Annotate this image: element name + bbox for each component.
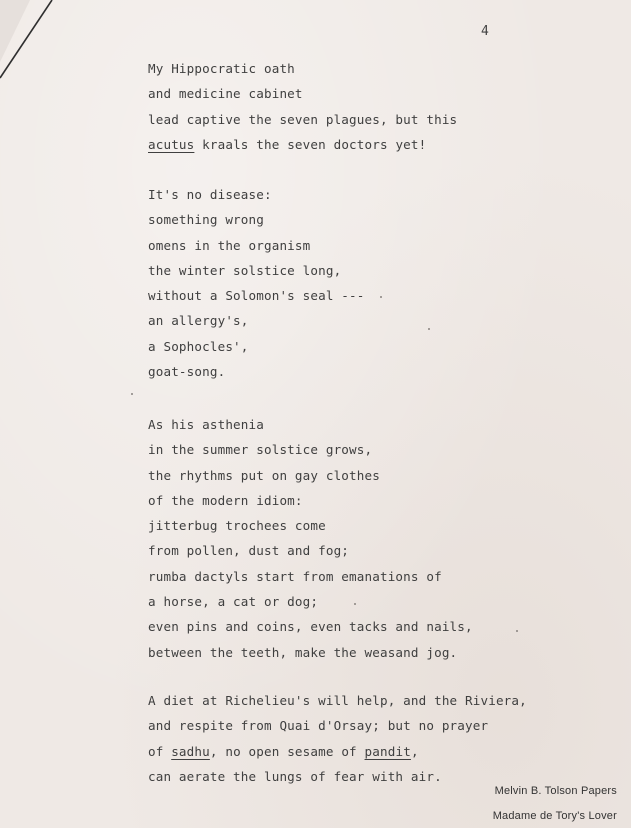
line-text: between the teeth, make the weasand jog. (148, 644, 458, 660)
poem-line (148, 132, 457, 157)
underlined-word: acutus (148, 136, 195, 152)
torn-corner-mark (0, 0, 60, 90)
poem-line (148, 564, 473, 589)
poem-line (148, 437, 473, 462)
stanza-2 (148, 182, 365, 384)
page-number: 4 (481, 24, 489, 39)
line-text: and medicine cabinet (148, 86, 303, 102)
line-text: My Hippocratic oath (148, 61, 295, 76)
poem-line (148, 488, 473, 513)
line-text: the winter solstice long, (148, 262, 342, 278)
paper-speck (516, 630, 518, 632)
poem-line (148, 589, 473, 614)
poem-line (148, 182, 365, 207)
line-text: without a Solomon's seal --- (148, 288, 365, 304)
paper-speck (380, 296, 382, 298)
poem-line (148, 334, 365, 359)
poem-line (148, 308, 365, 333)
line-text: the rhythms put on gay clothes (148, 467, 380, 483)
line-text: A diet at Richelieu's will help, and the Riviera, (148, 693, 527, 708)
poem-line (148, 359, 365, 384)
poem-line (148, 56, 457, 81)
line-text: goat-song. (148, 364, 226, 380)
poem-line (148, 513, 473, 538)
paper-speck (131, 393, 133, 395)
poem-line (148, 538, 473, 563)
stanza-3 (148, 412, 473, 665)
line-text: jitterbug trochees come (148, 518, 326, 534)
poem-line (148, 412, 473, 437)
poem-line (148, 713, 527, 738)
line-text: kraals the seven doctors yet! (194, 136, 427, 152)
poem-line (148, 764, 527, 789)
line-text: in the summer solstice grows, (148, 442, 373, 458)
line-text: a Sophocles', (148, 338, 249, 354)
poem-line (148, 614, 473, 639)
line-text: a horse, a cat or dog; (148, 594, 319, 610)
underlined-word: pandit (364, 743, 411, 759)
line-text: of (148, 743, 172, 759)
document-title-label: Madame de Tory's Lover (492, 810, 617, 822)
poem-line (148, 233, 365, 258)
line-text: omens in the organism (148, 237, 311, 253)
line-text: lead captive the seven plagues, but this (148, 111, 458, 127)
poem-line (148, 258, 365, 283)
line-text: and respite from Quai d'Orsay; but no prayer (148, 718, 489, 734)
poem-line (148, 739, 527, 764)
line-text: It's no disease: (148, 187, 272, 202)
line-text: As his asthenia (148, 417, 264, 432)
poem-line (148, 207, 365, 232)
line-text: , (410, 743, 419, 759)
paper-speck (354, 603, 356, 605)
line-text: , no open sesame of (209, 743, 365, 759)
line-text: even pins and coins, even tacks and nails, (148, 619, 473, 635)
collection-label: Melvin B. Tolson Papers (494, 785, 617, 797)
underlined-word: sadhu (171, 743, 210, 759)
stanza-4 (148, 688, 527, 789)
poem-line (148, 283, 365, 308)
paper-speck (428, 328, 430, 330)
line-text: an allergy's, (148, 313, 249, 329)
line-text: something wrong (148, 212, 264, 228)
line-text: can aerate the lungs of fear with air. (148, 768, 442, 784)
poem-line (148, 81, 457, 106)
poem-line (148, 640, 473, 665)
line-text: of the modern idiom: (148, 492, 303, 508)
poem-line (148, 463, 473, 488)
line-text: rumba dactyls start from emanations of (148, 568, 442, 584)
poem-line (148, 107, 457, 132)
poem-line (148, 688, 527, 713)
line-text: from pollen, dust and fog; (148, 543, 350, 559)
stanza-1 (148, 56, 457, 157)
